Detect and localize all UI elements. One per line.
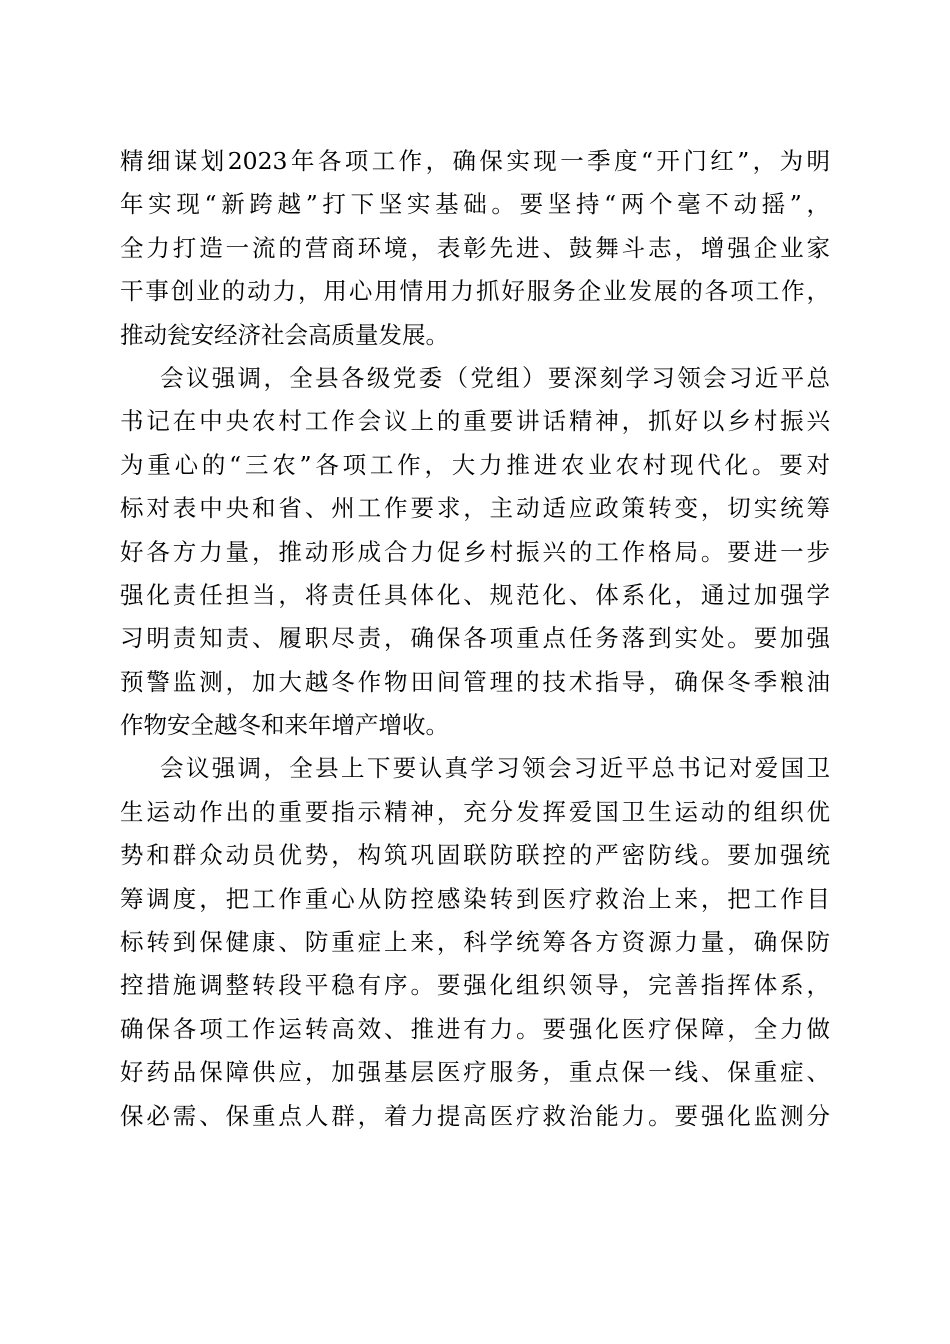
- text-line: 标转到保健康、防重症上来，科学统筹各方资源力量，确保防: [120, 928, 830, 957]
- text-line: 势和群众动员优势，构筑巩固联防联控的严密防线。要加强统: [120, 841, 830, 870]
- text-line: 确保各项工作运转高效、推进有力。要强化医疗保障，全力做: [120, 1014, 830, 1043]
- text-line: 预警监测，加大越冬作物田间管理的技术指导，确保冬季粮油: [120, 667, 830, 696]
- text-line: 控措施调整转段平稳有序。要强化组织领导，完善指挥体系，: [120, 971, 830, 1000]
- paragraph-business-environment: [120, 140, 830, 357]
- text-line: 年实现“新跨越”打下坚实基础。要坚持“两个毫不动摇”，: [120, 190, 830, 219]
- text-line: 好各方力量，推动形成合力促乡村振兴的工作格局。要进一步: [120, 537, 830, 566]
- paragraph-rural-work: [120, 357, 830, 748]
- text-line: 筹调度，把工作重心从防控感染转到医疗救治上来，把工作目: [120, 884, 830, 913]
- text-line: 生运动作出的重要指示精神，充分发挥爱国卫生运动的组织优: [120, 797, 830, 826]
- text-line: 强化责任担当，将责任具体化、规范化、体系化，通过加强学: [120, 580, 830, 609]
- text-line: 会议强调，全县上下要认真学习领会习近平总书记对爱国卫: [160, 754, 830, 783]
- text-line: 推动瓮安经济社会高质量发展。: [120, 320, 449, 349]
- body-text: [120, 140, 830, 1138]
- text-line: 保必需、保重点人群，着力提高医疗救治能力。要强化监测分: [120, 1101, 830, 1130]
- text-line: 全力打造一流的营商环境，表彰先进、鼓舞斗志，增强企业家: [120, 233, 830, 262]
- text-line: 好药品保障供应，加强基层医疗服务，重点保一线、保重症、: [120, 1058, 830, 1087]
- text-line: 标对表中央和省、州工作要求，主动适应政策转变，切实统筹: [120, 494, 830, 523]
- paragraph-health-campaign: [120, 747, 830, 1138]
- text-line: 为重心的“三农”各项工作，大力推进农业农村现代化。要对: [120, 450, 830, 479]
- text-line: 作物安全越冬和来年增产增收。: [120, 711, 449, 740]
- text-line: 会议强调，全县各级党委（党组）要深刻学习领会习近平总: [160, 363, 830, 392]
- text-line: 干事创业的动力，用心用情用力抓好服务企业发展的各项工作，: [120, 277, 830, 306]
- text-line: 书记在中央农村工作会议上的重要讲话精神，抓好以乡村振兴: [120, 407, 830, 436]
- text-line: 精细谋划2023年各项工作，确保实现一季度“开门红”，为明: [120, 147, 830, 175]
- text-line: 习明责知责、履职尽责，确保各项重点任务落到实处。要加强: [120, 624, 830, 653]
